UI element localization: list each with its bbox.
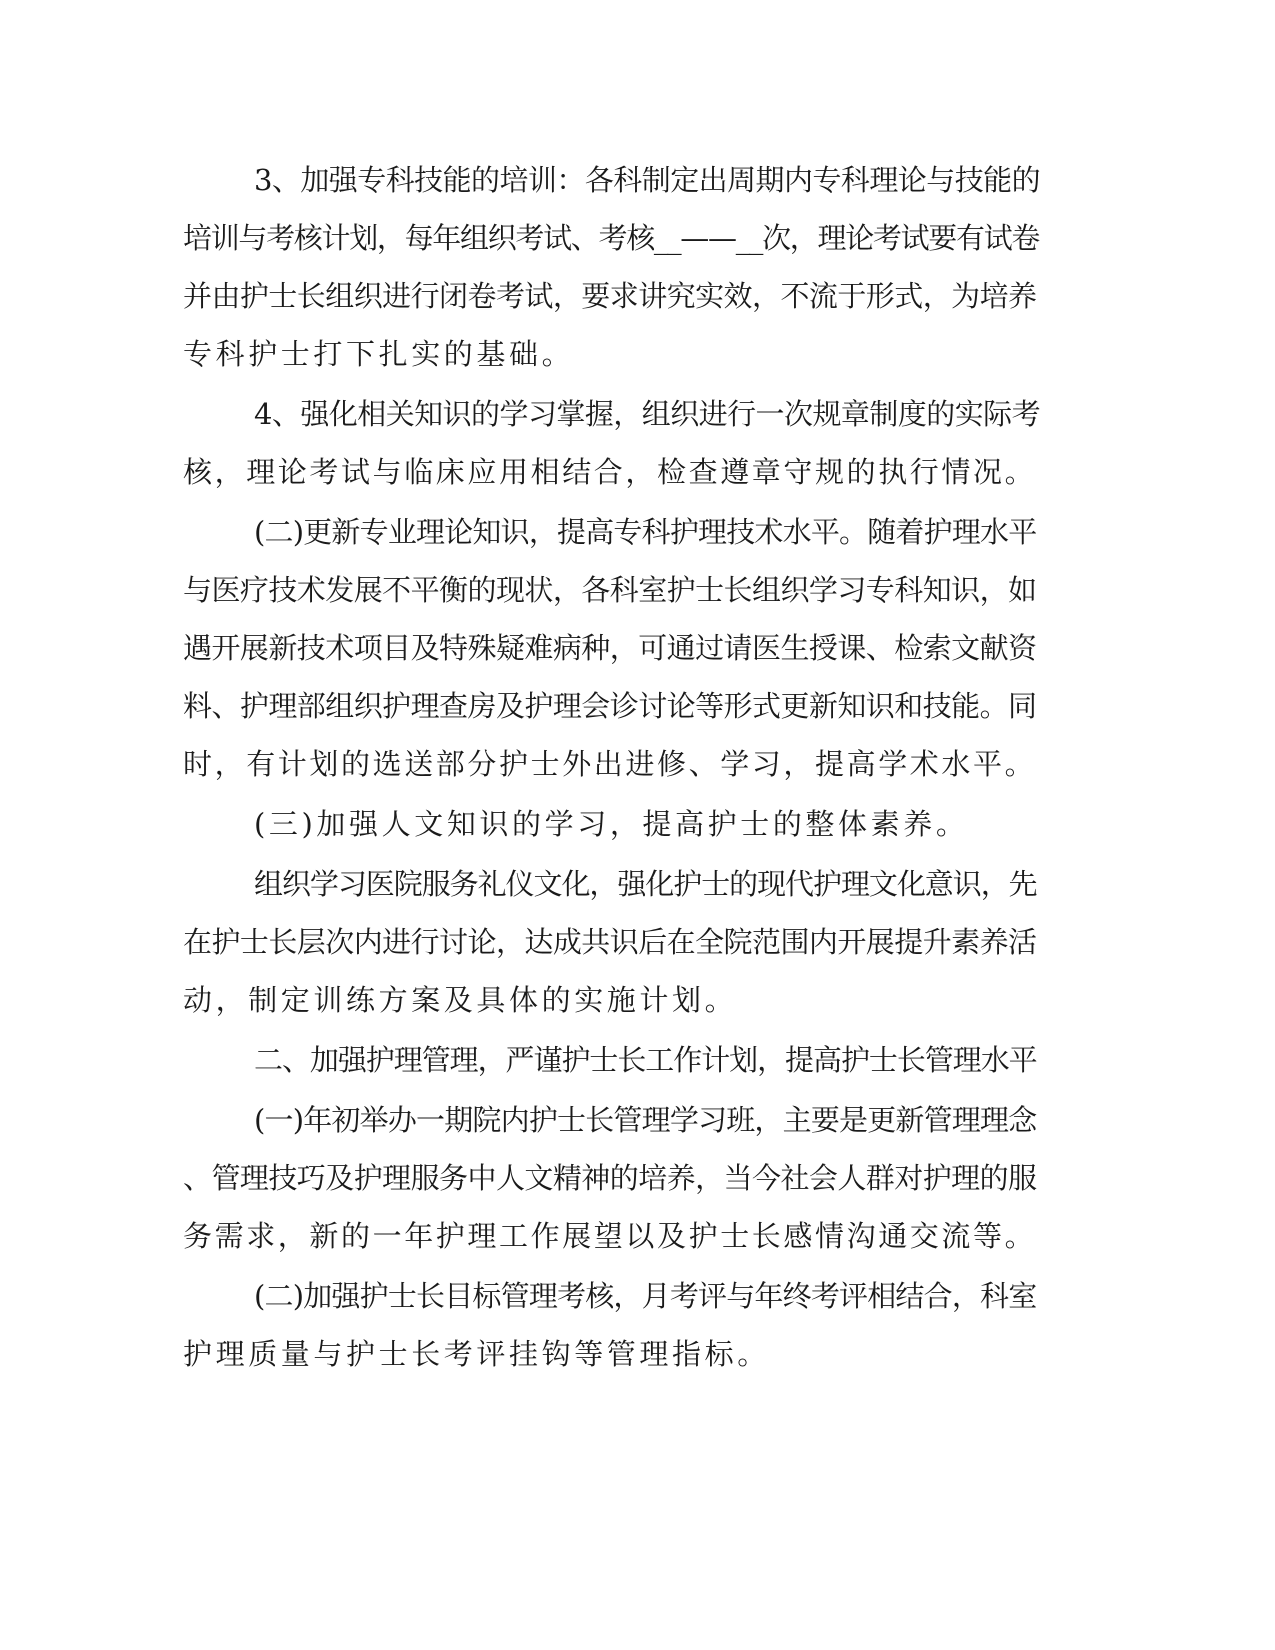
text-line: (一)年初举办一期院内护士长管理学习班，主要是更新管理理念: [254, 1103, 1037, 1137]
text-line: 组织学习医院服务礼仪文化，强化护士的现代护理文化意识，先: [254, 867, 1037, 901]
text-line: 务需求，新的一年护理工作展望以及护士长感情沟通交流等。: [183, 1219, 1037, 1253]
text-line: 3、加强专科技能的培训：各科制定出周期内专科理论与技能的: [254, 163, 1041, 197]
text-line: (三)加强人文知识的学习，提高护士的整体素养。: [254, 807, 969, 841]
text-line: 培训与考核计划，每年组织考试、考核__——__次，理论考试要有试卷: [183, 221, 1040, 255]
text-line: 二、加强护理管理，严谨护士长工作计划，提高护士长管理水平: [254, 1043, 1037, 1077]
text-line: 遇开展新技术项目及特殊疑难病种，可通过请医生授课、检索文献资: [183, 631, 1037, 665]
text-line: 动，制定训练方案及具体的实施计划。: [183, 983, 738, 1017]
text-line: (二)加强护士长目标管理考核，月考评与年终考评相结合，科室: [254, 1279, 1037, 1313]
text-line: 4、强化相关知识的学习掌握，组织进行一次规章制度的实际考: [254, 397, 1041, 431]
text-line: 料、护理部组织护理查房及护理会诊讨论等形式更新知识和技能。同: [183, 689, 1037, 723]
text-line: 与医疗技术发展不平衡的现状，各科室护士长组织学习专科知识，如: [183, 573, 1037, 607]
text-line: 核，理论考试与临床应用相结合，检查遵章守规的执行情况。: [183, 455, 1037, 489]
text-line: 护理质量与护士长考评挂钩等管理指标。: [183, 1337, 770, 1371]
text-line: 在护士长层次内进行讨论，达成共识后在全院范围内开展提升素养活: [183, 925, 1037, 959]
text-line: 专科护士打下扎实的基础。: [183, 337, 575, 371]
text-line: 、管理技巧及护理服务中人文精神的培养，当今社会人群对护理的服: [183, 1161, 1037, 1195]
text-line: 并由护士长组织进行闭卷考试，要求讲究实效，不流于形式，为培养: [183, 279, 1037, 313]
text-line: 时，有计划的选送部分护士外出进修、学习，提高学术水平。: [183, 747, 1037, 781]
text-line: (二)更新专业理论知识，提高专科护理技术水平。随着护理水平: [254, 515, 1037, 549]
